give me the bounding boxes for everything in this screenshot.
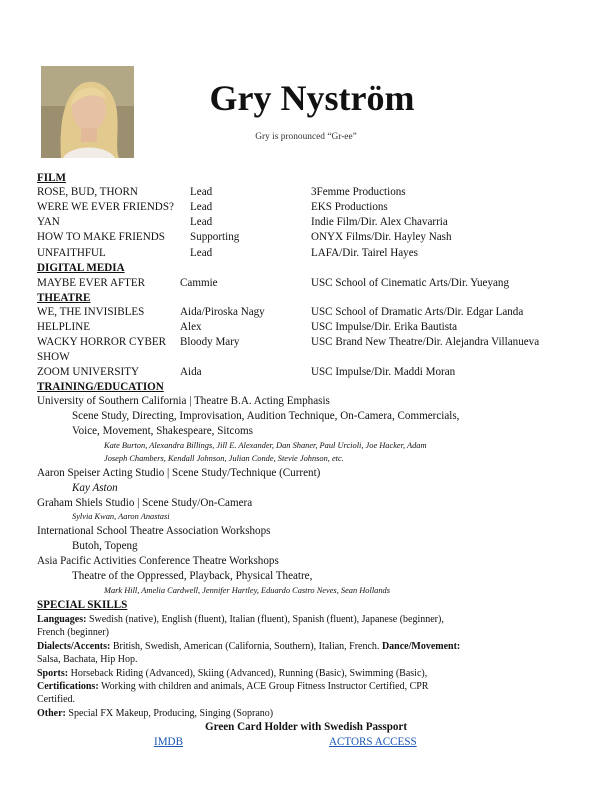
training-aaron-speiser: Aaron Speiser Acting Studio | Scene Study/Technique (Current) (37, 467, 321, 479)
credit-role: Aida (180, 366, 202, 378)
training-istaw: International School Theatre Association Workshops (37, 525, 271, 537)
imdb-link[interactable]: IMDB (154, 736, 183, 748)
pronunciation-note: Gry is pronounced “Gr-ee” (255, 132, 357, 142)
section-heading-training: TRAINING/EDUCATION (37, 381, 164, 393)
section-heading-film: FILM (37, 172, 66, 184)
skills-certifications-cont: Certified. (37, 694, 76, 705)
section-heading-special-skills: SPECIAL SKILLS (37, 599, 128, 611)
credit-role: Cammie (180, 277, 218, 289)
skills-languages (37, 613, 444, 626)
credit-role: Lead (190, 247, 213, 259)
training-usc-courses: Voice, Movement, Shakespeare, Sitcoms (72, 425, 253, 437)
skills-sports-label: Sports: (37, 668, 69, 679)
skills-languages-cont: French (beginner) (37, 627, 109, 638)
credit-title: HOW TO MAKE FRIENDS (37, 231, 165, 243)
credit-title: UNFAITHFUL (37, 247, 106, 259)
skills-other (37, 707, 273, 720)
skills-dance-label: Dance/Movement: (381, 641, 461, 652)
credit-title: WACKY HORROR CYBER (37, 336, 167, 348)
credit-company: USC School of Dramatic Arts/Dir. Edgar Landa (311, 306, 524, 318)
credit-title: HELPLINE (37, 321, 90, 333)
training-usc-courses: Scene Study, Directing, Improvisation, Audition Technique, On-Camera, Commercials, (72, 410, 460, 422)
credit-company: USC Impulse/Dir. Erika Bautista (311, 321, 458, 333)
headshot-photo (41, 66, 134, 158)
skills-dialects (37, 640, 460, 653)
training-apac-topics: Theatre of the Oppressed, Playback, Physical Theatre, (72, 570, 313, 582)
skills-sports (37, 667, 427, 680)
credit-title: WE, THE INVISIBLES (37, 306, 145, 318)
section-heading-theatre: THEATRE (37, 292, 91, 304)
page-title: Gry Nyström (209, 78, 415, 118)
training-usc-teachers: Kate Burton, Alexandra Billings, Jill E. Alexander, Dan Shaner, Paul Urcioli, Joe Hacker, Adam (104, 441, 427, 450)
skills-languages-label: Languages: (37, 614, 87, 625)
actors-access-link[interactable]: ACTORS ACCESS (329, 736, 417, 748)
training-graham-shiels: Graham Shiels Studio | Scene Study/On-Camera (37, 497, 253, 509)
training-aaron-teacher: Kay Aston (72, 482, 118, 494)
credit-role: Aida/Piroska Nagy (180, 306, 265, 318)
credit-title: WERE WE EVER FRIENDS? (37, 201, 174, 213)
credit-company: USC Impulse/Dir. Maddi Moran (311, 366, 456, 378)
green-card-note: Green Card Holder with Swedish Passport (204, 721, 408, 733)
credit-title: ROSE, BUD, THORN (37, 186, 138, 198)
credit-company: Indie Film/Dir. Alex Chavarria (311, 216, 448, 228)
training-apac: Asia Pacific Activities Conference Theatre Workshops (37, 555, 279, 567)
training-graham-teachers: Sylvia Kwan, Aaron Anastasi (72, 512, 170, 521)
credit-role: Alex (180, 321, 202, 333)
training-istaw-topics: Butoh, Topeng (72, 540, 138, 552)
credit-role: Lead (190, 201, 213, 213)
training-apac-teachers: Mark Hill, Amelia Cardwell, Jennifer Hartley, Eduardo Castro Neves, Sean Hollands (104, 586, 390, 595)
skills-dialects-label: Dialects/Accents: (37, 641, 111, 652)
credit-title: SHOW (37, 351, 70, 363)
training-usc-teachers: Joseph Chambers, Kendall Johnson, Julian Conde, Stevie Johnson, etc. (104, 454, 344, 463)
skills-certifications (37, 680, 428, 693)
skills-certifications-label: Certifications: (37, 681, 99, 692)
credit-title: ZOOM UNIVERSITY (37, 366, 139, 378)
credit-company: USC School of Cinematic Arts/Dir. Yueyang (311, 277, 510, 289)
skills-certifications-value: Working with children and animals, ACE Group Fitness Instructor Certified, CPR (100, 681, 429, 692)
credit-company: USC Brand New Theatre/Dir. Alejandra Villanueva (311, 336, 540, 348)
credit-role: Lead (190, 216, 213, 228)
credit-company: ONYX Films/Dir. Hayley Nash (311, 231, 452, 243)
skills-dance-value: Salsa, Bachata, Hip Hop. (37, 654, 138, 665)
credit-company: EKS Productions (311, 201, 388, 213)
credit-company: LAFA/Dir. Tairel Hayes (311, 247, 418, 259)
credit-company: 3Femme Productions (311, 186, 406, 198)
skills-languages-value: Swedish (native), English (fluent), Italian (fluent), Spanish (fluent), Japanese (beginner), (88, 614, 444, 625)
headshot-image (41, 66, 134, 158)
credit-title: MAYBE EVER AFTER (37, 277, 146, 289)
skills-other-label: Other: (37, 708, 66, 719)
section-heading-digital-media: DIGITAL MEDIA (37, 262, 125, 274)
credit-role: Lead (190, 186, 213, 198)
skills-other-value: Special FX Makeup, Producing, Singing (Soprano) (68, 708, 274, 719)
skills-sports-value: Horseback Riding (Advanced), Skiing (Advanced), Running (Basic), Swimming (Basic), (70, 668, 428, 679)
training-usc: University of Southern California | Theatre B.A. Acting Emphasis (37, 395, 330, 407)
credit-title: YAN (37, 216, 60, 228)
credit-role: Bloody Mary (180, 336, 240, 348)
credit-role: Supporting (190, 231, 240, 243)
skills-dialects-value: British, Swedish, American (California, Southern), Italian, French. (112, 641, 380, 652)
